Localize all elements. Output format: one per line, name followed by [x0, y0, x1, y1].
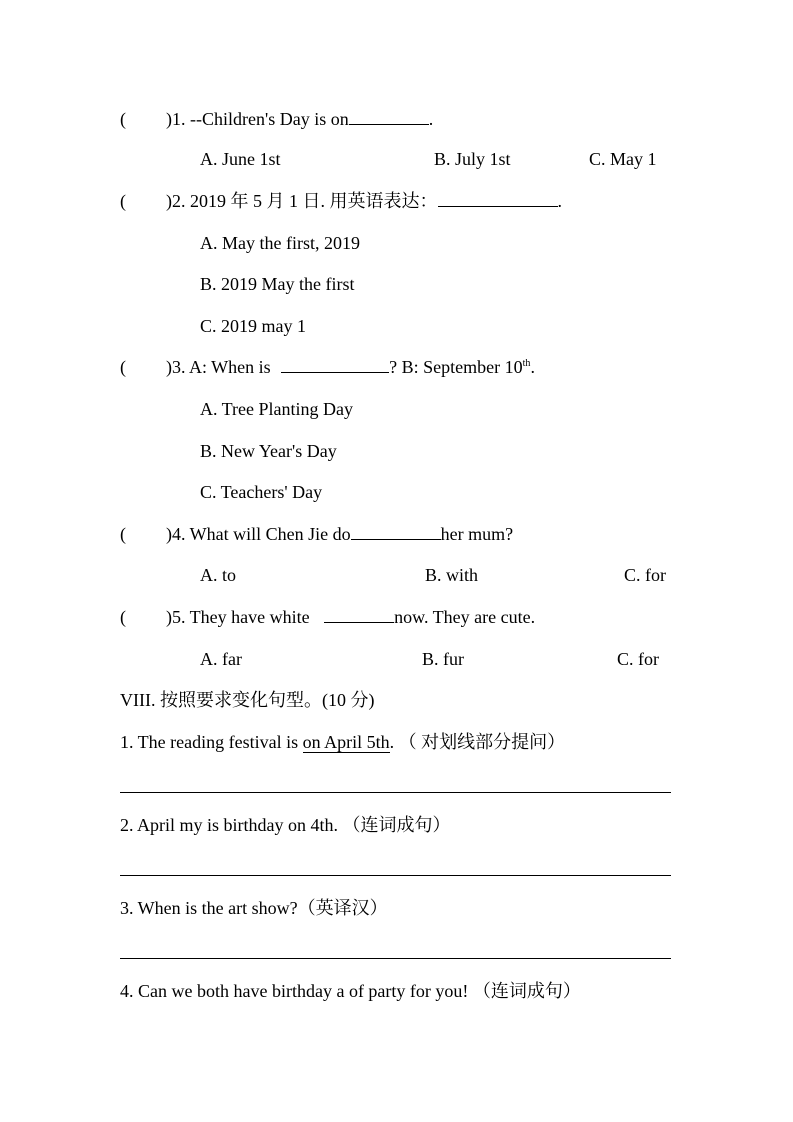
- fill-blank[interactable]: [351, 523, 441, 540]
- option-a: A. June 1st: [200, 149, 281, 169]
- answer-bracket: (: [120, 357, 126, 377]
- fill-blank[interactable]: [281, 356, 389, 373]
- question-2: ( )2. 2019 年 5 月 1 日. 用英语表达： .: [120, 191, 562, 211]
- option-c: C. for: [624, 565, 666, 585]
- option-b: B. 2019 May the first: [200, 274, 355, 294]
- question-3: ( )3. A: When is ? B: September 10th.: [120, 357, 535, 377]
- option-b: B. July 1st: [434, 149, 511, 169]
- transform-item-3: 3. When is the art show?（英译汉）: [120, 898, 388, 918]
- transform-item-2: 2. April my is birthday on 4th. （连词成句）: [120, 815, 451, 835]
- section-heading: VIII. 按照要求变化句型。(10 分): [120, 690, 375, 710]
- answer-bracket: (: [120, 191, 126, 211]
- question-text: )4. What will Chen Jie do: [166, 524, 351, 544]
- option-b: B. New Year's Day: [200, 441, 337, 461]
- answer-bracket: (: [120, 607, 126, 627]
- underlined-phrase: on April 5th: [302, 732, 390, 752]
- fill-blank[interactable]: [324, 606, 394, 623]
- answer-line[interactable]: [120, 792, 671, 793]
- question-text: )3. A: When is: [166, 357, 276, 377]
- fill-blank[interactable]: [349, 108, 429, 125]
- option-b: B. with: [425, 565, 479, 585]
- question-text: )2. 2019 年 5 月 1 日. 用英语表达：: [166, 191, 438, 211]
- option-c: C. May 1: [589, 149, 657, 169]
- option-a: A. May the first, 2019: [200, 233, 360, 253]
- answer-line[interactable]: [120, 958, 671, 959]
- option-a: A. to: [200, 565, 236, 585]
- transform-item-1: 1. The reading festival is on April 5th. （ 对划线部分提问）: [120, 732, 566, 752]
- option-a: A. far: [200, 649, 242, 669]
- question-text: )1. --Children's Day is on: [166, 109, 349, 129]
- question-4: ( )4. What will Chen Jie do her mum?: [120, 524, 514, 544]
- question-text: )5. They have white: [166, 607, 315, 627]
- option-a: A. Tree Planting Day: [200, 399, 353, 419]
- option-c: C. for: [617, 649, 659, 669]
- answer-bracket: (: [120, 524, 126, 544]
- option-c: C. Teachers' Day: [200, 482, 323, 502]
- option-b: B. fur: [422, 649, 464, 669]
- option-c: C. 2019 may 1: [200, 316, 306, 336]
- question-5: ( )5. They have white now. They are cute.: [120, 607, 536, 627]
- answer-bracket: (: [120, 109, 126, 129]
- transform-item-4: 4. Can we both have birthday a of party for you! （连词成句）: [120, 981, 581, 1001]
- fill-blank[interactable]: [438, 190, 558, 207]
- answer-line[interactable]: [120, 875, 671, 876]
- question-1: ( )1. --Children's Day is on .: [120, 109, 434, 129]
